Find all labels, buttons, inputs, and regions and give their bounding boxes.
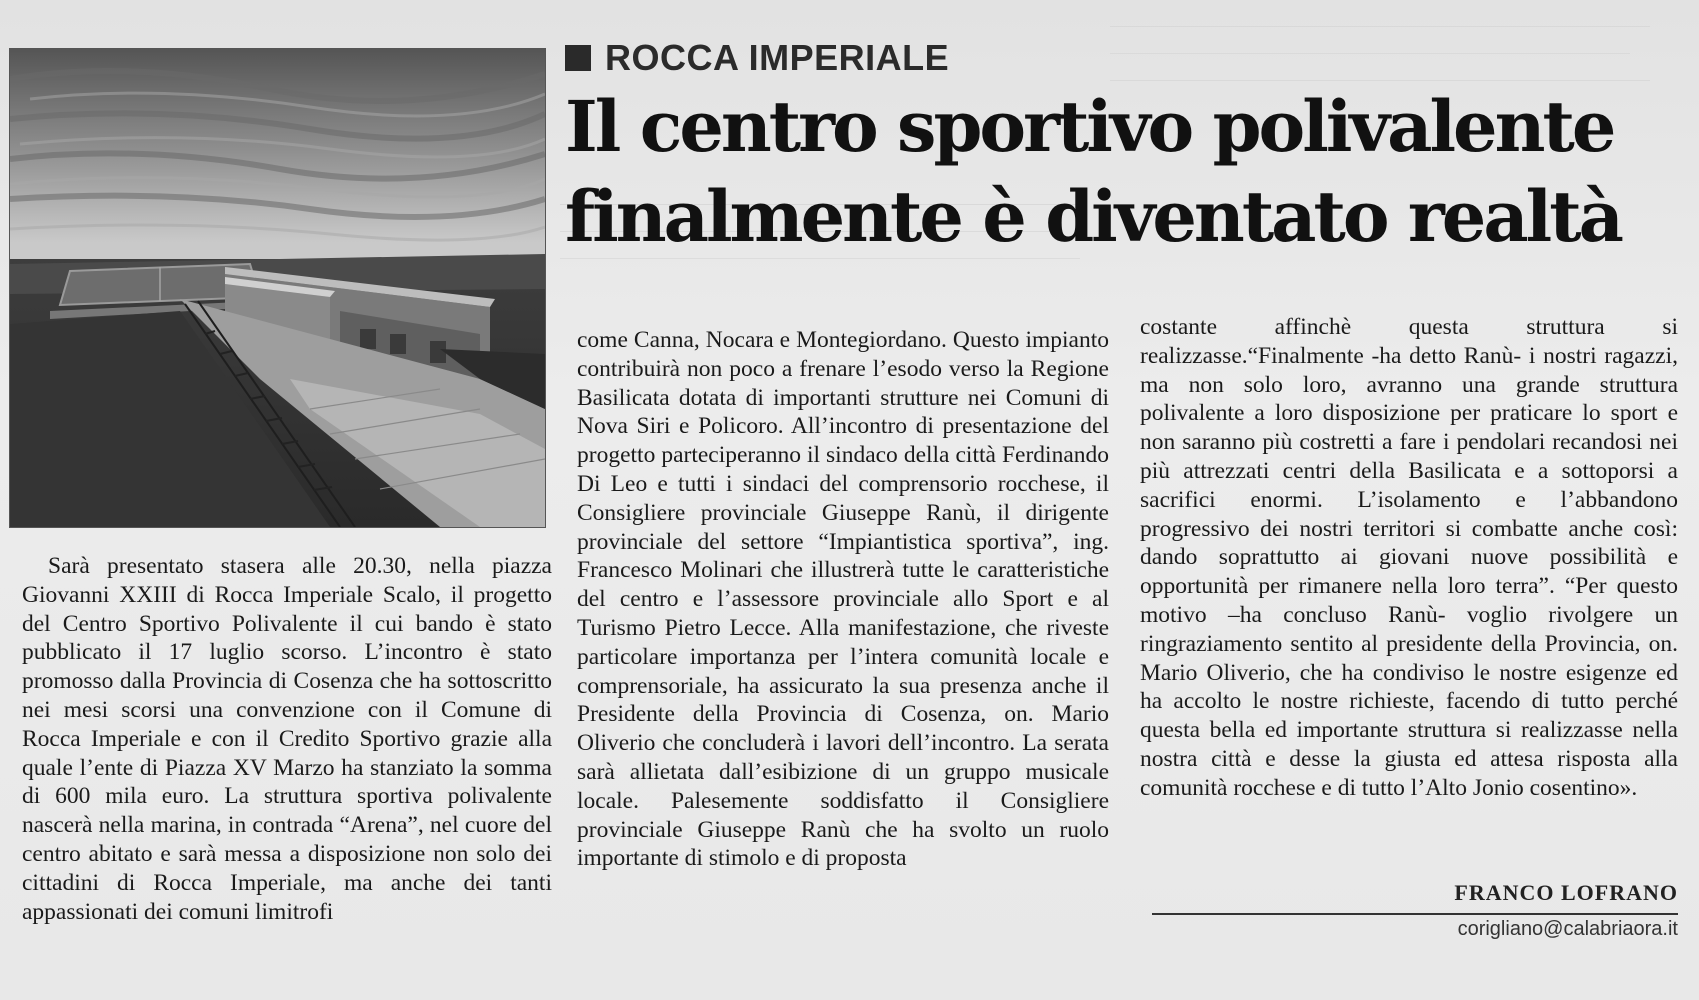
section-kicker bbox=[565, 36, 949, 80]
column-3-text: costante affinchè questa struttura si realizzasse.“Finalmente -ha detto Ranù- i nostri ragazzi, ma non solo loro, avranno una grande struttura polivalente a loro disposizione per praticare lo sport e non saranno più costretti a fare i pendolari recandosi nei più attrezzati centri della Basilicata e a sottoporsi a sacrifici enormi. L’isolamento e l’abbandono progressivo dei nostri territori si combatte anche così: dando soprattutto ai giovani nuove possibilità e opportunità per rimanere nella loro terra”. “Per questo motivo –ha concluso Ranù- voglio rivolgere un ringraziamento sentito al presidente della Provincia, on. Mario Oliverio, che ha condiviso le nostre esigenze ed ha accolto le nostre richieste, facendo di tutto perché questa bella ed importante struttura si realizzasse nella nostra città e desse la giusta ed attesa risposta alla comunità rocchese e di tutto l’Alto Jonio cosentino». bbox=[1140, 314, 1678, 801]
square-bullet-icon bbox=[565, 45, 591, 71]
article-column-2 bbox=[577, 326, 1109, 873]
article-column-1 bbox=[22, 552, 552, 926]
section-label: ROCCA IMPERIALE bbox=[605, 37, 950, 78]
headline-line-1: Il centro sportivo polivalente bbox=[565, 85, 1614, 168]
author-byline: FRANCO LOFRANO bbox=[1454, 880, 1678, 905]
headline-line-2: finalmente è diventato realtà bbox=[565, 175, 1621, 258]
column-2-text: come Canna, Nocara e Montegiordano. Questo impianto contribuirà non poco a frenare l’esodo verso la Regione Basilicata dotata di importanti strutture nei Comuni di Nova Siri e Policoro. All’incontro di presentazione del progetto parteciperanno il sindaco della città Ferdinando Di Leo e tutti i sindaci del comprensorio rocchese, il Consigliere provinciale Giuseppe Ranù, il dirigente provinciale del settore “Impiantistica sportiva”, ing. Francesco Molinari che illustrerà tutte le caratteristiche del centro e l’assessore provinciale allo Sport e al Turismo Pietro Lecce. Alla manifestazione, che riveste particolare importanza per l’intera comunità locale e comprensoriale, ha assicurato la sua presenza anche il Presidente della Provincia di Cosenza, on. Mario Oliverio che concluderà i lavori dell’incontro. La serata sarà allietata dall’esibizione di un gruppo musicale locale. Palesemente soddisfatto il Consigliere provinciale Giuseppe Ranù che ha svolto un ruolo importante di stimolo e di proposta bbox=[577, 327, 1109, 872]
byline-divider bbox=[1152, 913, 1678, 915]
author-email: corigliano@calabriaora.it bbox=[1457, 918, 1678, 940]
column-1-text: Sarà presentato stasera alle 20.30, nella piazza Giovanni XXIII di Rocca Imperiale Scalo, il progetto del Centro Sportivo Polivalente il cui bando è stato pubblicato il 17 luglio scorso. L’incontro è stato promosso dalla Provincia di Cosenza che ha sottoscritto nei mesi scorsi una convenzione con il Comune di Rocca Imperiale e con il Credito Sportivo grazie alla quale l’ente di Piazza XV Marzo ha stanziato la somma di 600 mila euro. La struttura sportiva polivalente nascerà nella marina, in contrada “Arena”, nel cuore del centro abitato e sarà messa a disposizione non solo dei cittadini di Rocca Imperiale, ma anche dei tanti appassionati dei comuni limitrofi bbox=[22, 553, 552, 925]
headline bbox=[565, 82, 1675, 262]
article-column-3 bbox=[1140, 313, 1678, 803]
architectural-render-image bbox=[9, 48, 546, 528]
